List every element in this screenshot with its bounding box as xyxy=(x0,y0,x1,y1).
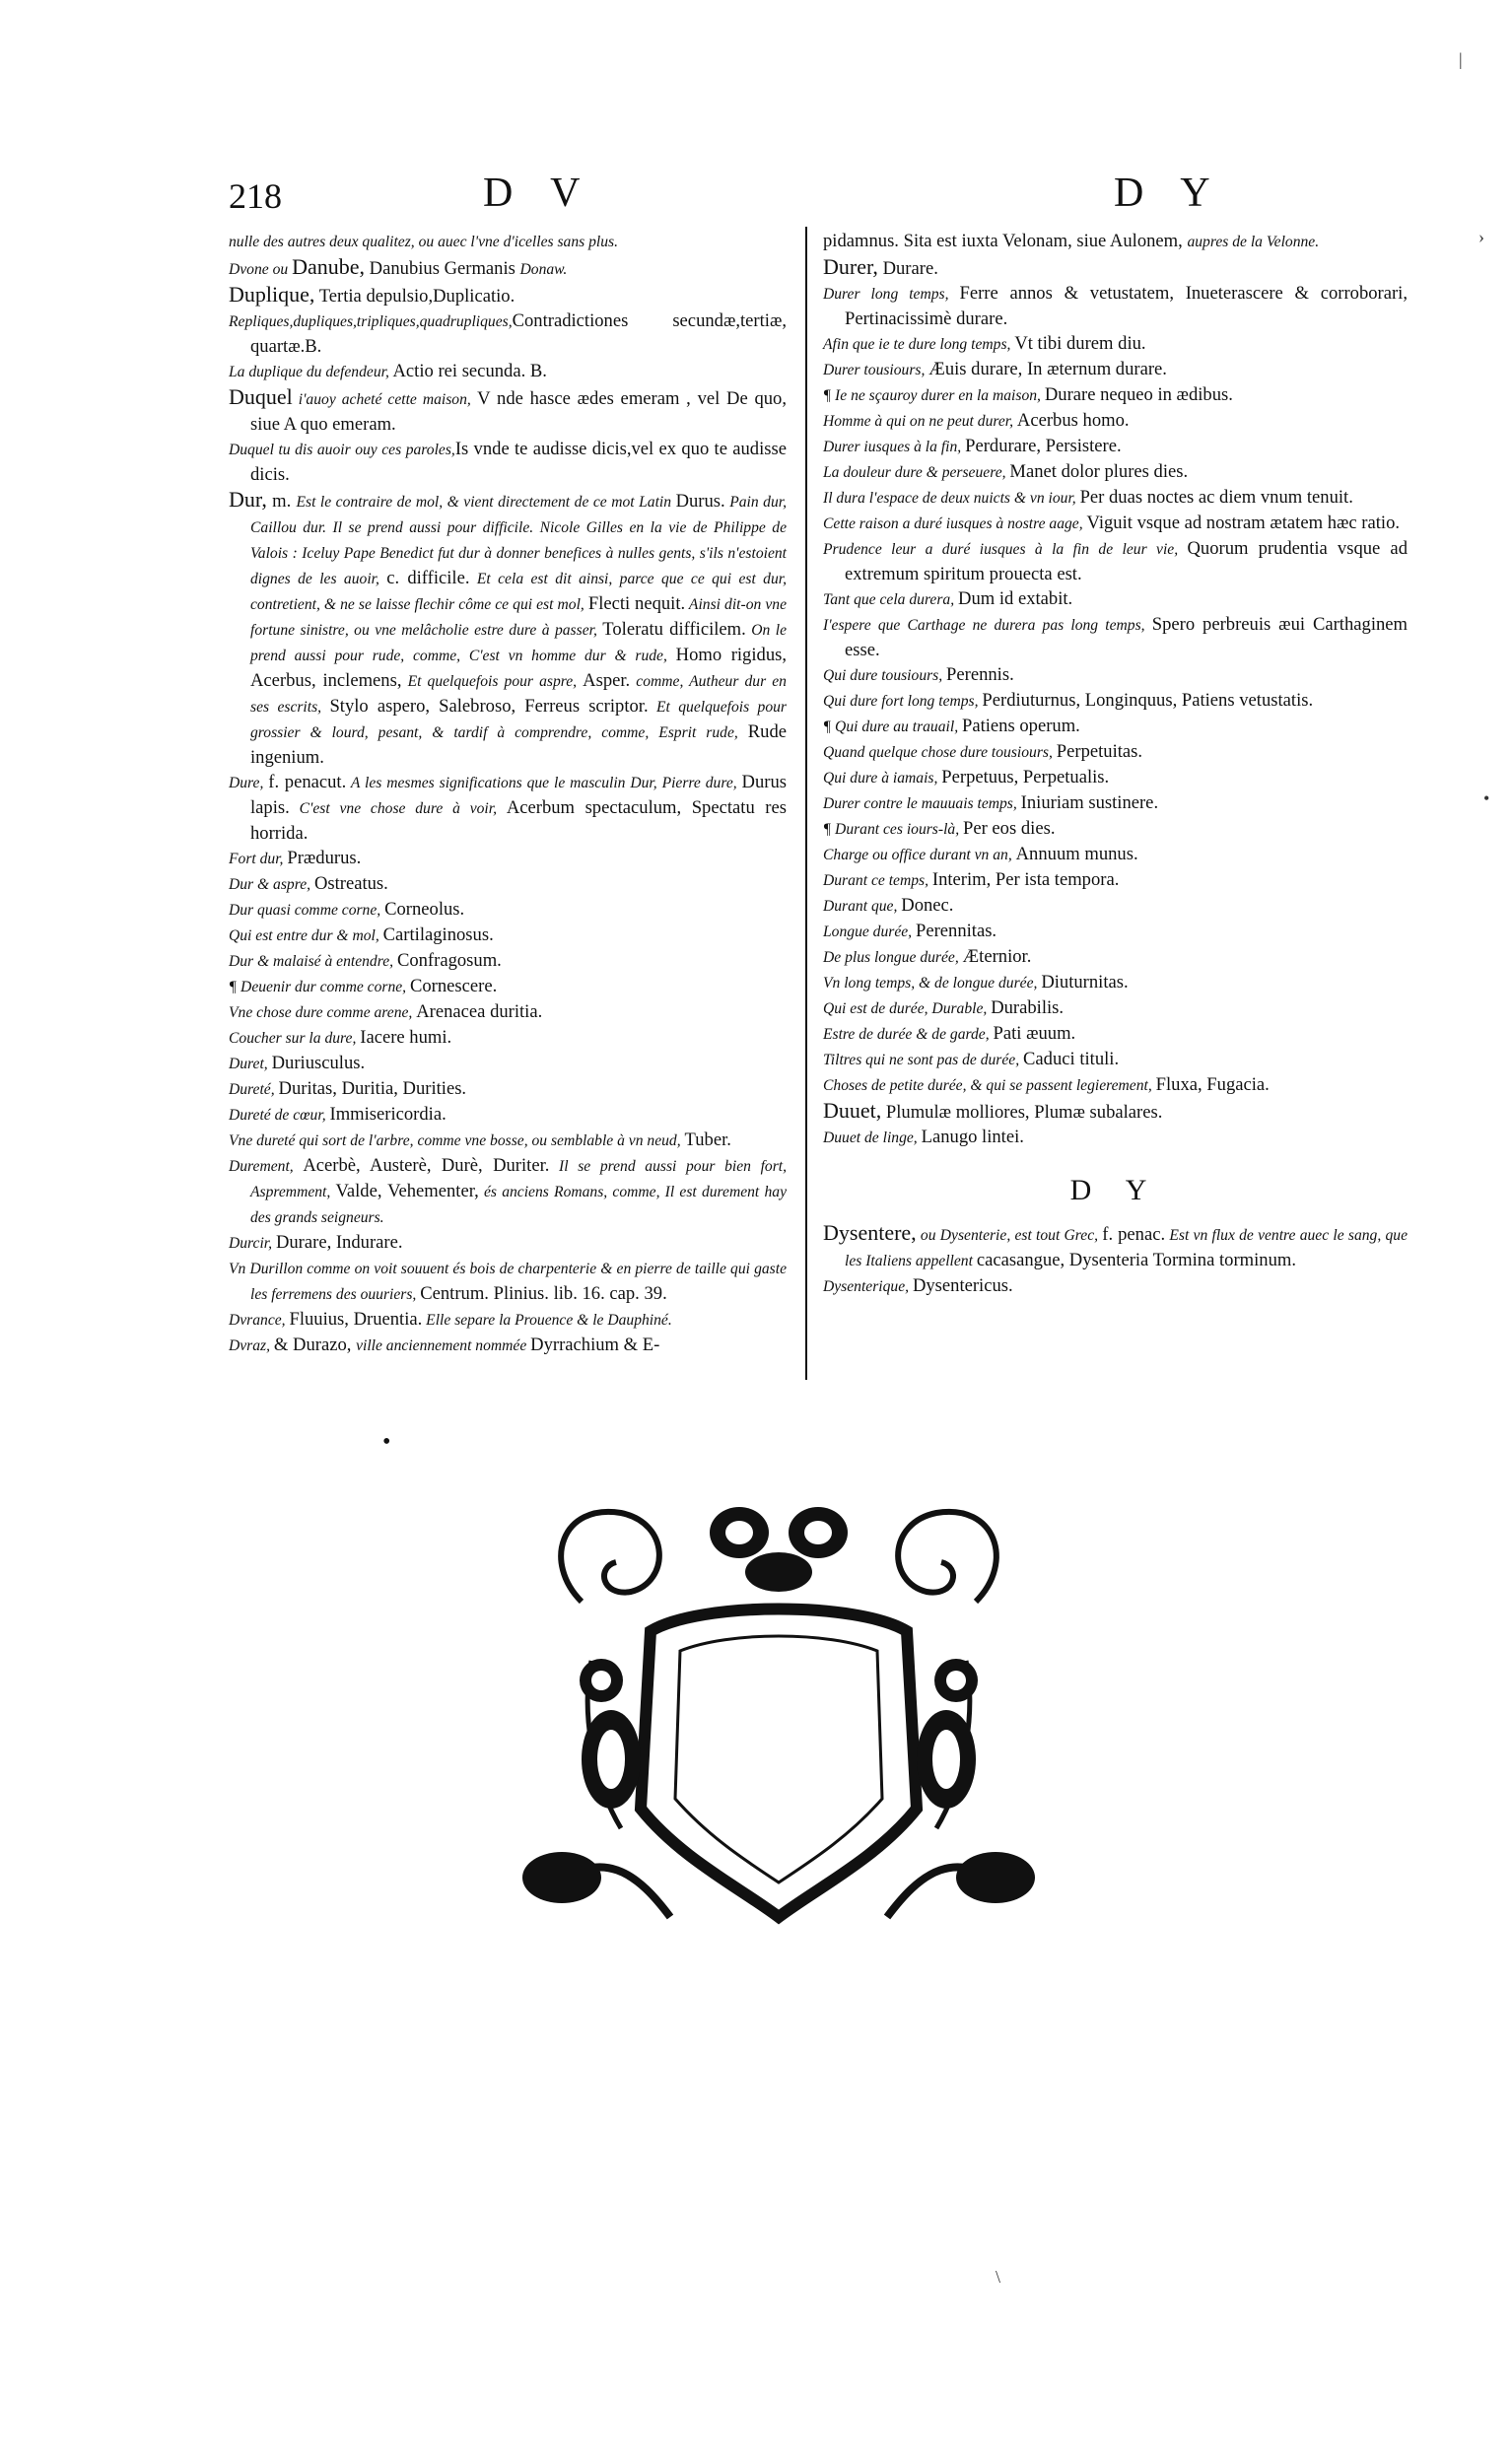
latin-equivalent: Homo rigidus, Acerbus, inclemens, xyxy=(250,645,787,691)
dictionary-entry xyxy=(229,846,787,871)
dictionary-entry xyxy=(229,282,787,308)
latin-equivalent: Cartilaginosus. xyxy=(382,924,494,945)
dictionary-entry xyxy=(229,359,787,384)
dictionary-entry xyxy=(229,384,787,437)
latin-equivalent: Perdiuturnus, Longinquus, Patiens vetustatis. xyxy=(982,690,1314,711)
dictionary-entry xyxy=(823,331,1408,357)
dictionary-entry xyxy=(229,1307,787,1333)
dictionary-entry xyxy=(823,790,1408,816)
french-gloss: Ainsi dit-on vne fortune sinistre, ou vne melâcholie estre dure à passer, xyxy=(250,596,787,639)
dictionary-entry xyxy=(823,714,1408,739)
french-gloss: Durcir, xyxy=(229,1235,276,1252)
latin-equivalent: Patiens operum. xyxy=(962,716,1080,736)
left-column xyxy=(229,229,787,1358)
dictionary-entry xyxy=(229,923,787,948)
ornament-dot: • xyxy=(382,1429,391,1455)
section-heading: D Y xyxy=(1069,1174,1161,1206)
dictionary-entry xyxy=(229,1230,787,1256)
french-gloss: Dure, xyxy=(229,775,269,791)
latin-equivalent: Asper. xyxy=(583,670,631,691)
latin-equivalent: Immisericordia. xyxy=(329,1104,447,1125)
latin-equivalent: m. xyxy=(266,491,297,512)
french-gloss: Dvrance, xyxy=(229,1312,290,1329)
latin-equivalent: Perpetuitas. xyxy=(1056,741,1143,762)
french-gloss: I'espere que Carthage ne durera pas long temps, xyxy=(823,617,1152,634)
dictionary-entry xyxy=(229,999,787,1025)
dictionary-entry xyxy=(229,254,787,282)
dictionary-entry xyxy=(823,357,1408,382)
french-gloss: Quand quelque chose dure tousiours, xyxy=(823,744,1057,761)
dictionary-entry xyxy=(229,1333,787,1358)
dictionary-entry xyxy=(823,1098,1408,1125)
latin-equivalent: pidamnus. Sita est iuxta Velonam, siue Aulonem, xyxy=(823,231,1188,251)
french-gloss: Tiltres qui ne sont pas de durée, xyxy=(823,1052,1023,1068)
french-gloss: ¶ Durant ces iours-là, xyxy=(823,821,963,838)
latin-equivalent: Durabilis. xyxy=(991,997,1065,1018)
french-gloss: Et cela est dit ainsi, parce que ce qui est dur, contretient, & ne se laisse flechir côme ce qui est mol, xyxy=(250,571,787,613)
latin-equivalent: Annuum munus. xyxy=(1015,844,1138,864)
latin-equivalent: f. penacut. xyxy=(268,772,347,792)
french-gloss: Duquel tu dis auoir ouy ces paroles, xyxy=(229,442,455,458)
latin-equivalent: Cornescere. xyxy=(409,976,498,996)
latin-equivalent: Viguit vsque ad nostram ætatem hæc ratio. xyxy=(1086,513,1401,533)
french-gloss: Qui est entre dur & mol, xyxy=(229,927,383,944)
french-gloss: Et quelquefois pour grossier & lourd, pesant, & tardif à comprendre, comme, Esprit rude, xyxy=(250,699,788,741)
french-gloss: Donaw. xyxy=(519,261,568,278)
french-gloss: aupres de la Velonne. xyxy=(1187,234,1320,250)
scan-mark: \ xyxy=(996,2267,1001,2287)
latin-equivalent: Fluxa, Fugacia. xyxy=(1155,1074,1270,1095)
french-gloss: Choses de petite durée, & qui se passent legierement, xyxy=(823,1077,1156,1094)
latin-equivalent: Per duas noctes ac diem vnum tenuit. xyxy=(1079,487,1353,508)
french-gloss: Cette raison a duré iusques à nostre aage, xyxy=(823,515,1087,532)
french-gloss: Coucher sur la dure, xyxy=(229,1030,361,1047)
french-gloss: Durement, xyxy=(229,1158,304,1175)
dictionary-entry xyxy=(823,893,1408,919)
scan-mark: • xyxy=(1483,788,1490,808)
french-gloss: Tant que cela durera, xyxy=(823,591,959,608)
latin-equivalent: Per eos dies. xyxy=(963,818,1056,839)
french-gloss: Duuet de linge, xyxy=(823,1129,922,1146)
french-gloss: Il se prend aussi pour bien fort, Aspremment, xyxy=(250,1158,788,1200)
latin-equivalent: Diuturnitas. xyxy=(1041,972,1129,992)
dictionary-entry xyxy=(229,871,787,897)
french-gloss: és anciens Romans, comme, Il est durement hay des grands seigneurs. xyxy=(250,1184,787,1226)
latin-equivalent: Confragosum. xyxy=(396,950,502,971)
dictionary-entry xyxy=(229,974,787,999)
latin-equivalent: Acerbus homo. xyxy=(1016,410,1130,431)
latin-equivalent: V nde hasce ædes emeram , vel De quo, siue A quo emeram. xyxy=(250,388,787,435)
latin-equivalent: Ostreatus. xyxy=(313,873,388,894)
latin-equivalent: Acerbè, Austerè, Durè, Duriter. xyxy=(303,1155,550,1176)
french-gloss: Dur & malaisé à entendre, xyxy=(229,953,397,970)
latin-equivalent: Prædurus. xyxy=(287,848,362,868)
latin-equivalent: Pati æuum. xyxy=(993,1023,1076,1044)
latin-equivalent: Dyrrachium & E- xyxy=(530,1335,660,1355)
latin-equivalent: Durare. xyxy=(877,258,938,279)
latin-equivalent: Iniuriam sustinere. xyxy=(1020,792,1159,813)
dictionary-entry xyxy=(823,919,1408,944)
dictionary-entry xyxy=(229,1076,787,1102)
french-gloss: Pain dur, Caillou dur. Il se prend aussi pour difficile. Nicole Gilles en la vie de Philippe de Valois : Iceluy Pape Benedict fut dur à donner benefices à nulles gents, s'ils n'estoient dignes de les auoir, xyxy=(250,494,787,587)
latin-equivalent: Quorum prudentia vsque ad extremum spiritum prouecta est. xyxy=(845,538,1408,584)
scan-mark: | xyxy=(1459,49,1463,69)
french-gloss: Dureté de cœur, xyxy=(229,1107,330,1124)
dictionary-entry xyxy=(823,586,1408,612)
right-column xyxy=(823,229,1408,1299)
latin-equivalent: Caduci tituli. xyxy=(1023,1049,1120,1069)
dictionary-entry xyxy=(823,816,1408,842)
latin-equivalent: Flecti nequit. xyxy=(587,593,686,614)
dictionary-entry xyxy=(823,1273,1408,1299)
latin-equivalent: Lanugo lintei. xyxy=(921,1127,1024,1147)
dictionary-entry xyxy=(823,511,1408,536)
latin-equivalent: & Durazo, xyxy=(273,1335,357,1355)
dictionary-entry xyxy=(229,1128,787,1153)
latin-equivalent: Donec. xyxy=(901,895,954,916)
running-head-left: D V xyxy=(483,171,594,216)
dictionary-entry xyxy=(823,995,1408,1021)
headword: Dysentere, xyxy=(823,1220,917,1245)
french-gloss: Durant ce temps, xyxy=(823,872,932,889)
french-gloss: Vne dureté qui sort de l'arbre, comme vne bosse, ou semblable à vn neud, xyxy=(229,1132,685,1149)
french-gloss: ¶ Deuenir dur comme corne, xyxy=(229,979,410,995)
latin-equivalent: Ferre annos & vetustatem, Inueterascere & corroborari, Pertinacissimè durare. xyxy=(845,283,1408,329)
dictionary-entry xyxy=(823,842,1408,867)
french-gloss: Durer iusques à la fin, xyxy=(823,439,966,455)
dictionary-entry xyxy=(823,612,1408,662)
dictionary-entry xyxy=(823,382,1408,408)
french-gloss: A les mesmes significations que le masculin Dur, Pierre dure, xyxy=(346,775,742,791)
latin-equivalent: Perpetuus, Perpetualis. xyxy=(941,767,1110,787)
french-gloss: Dur & aspre, xyxy=(229,876,314,893)
latin-equivalent: Actio rei secunda. B. xyxy=(388,361,547,381)
right-column-entries xyxy=(823,229,1408,1150)
french-gloss: C'est vne chose dure à voir, xyxy=(289,800,507,817)
dictionary-entry xyxy=(229,1025,787,1051)
latin-equivalent: Duritas, Duritia, Durities. xyxy=(278,1078,467,1099)
headword: Danube, xyxy=(292,254,366,279)
latin-equivalent: Corneolus. xyxy=(384,899,465,920)
dictionary-entry xyxy=(229,897,787,923)
dictionary-entry xyxy=(823,281,1408,331)
dictionary-entry xyxy=(229,229,787,254)
french-gloss: La duplique du defendeur, xyxy=(229,364,389,380)
dictionary-entry xyxy=(823,536,1408,586)
latin-equivalent: Plumulæ molliores, Plumæ subalares. xyxy=(881,1102,1163,1123)
dictionary-entry xyxy=(823,739,1408,765)
latin-equivalent: Perennis. xyxy=(946,664,1014,685)
french-gloss: Longue durée, xyxy=(823,924,916,940)
dictionary-entry xyxy=(229,487,787,770)
latin-equivalent: Danubius Germanis xyxy=(365,258,520,279)
french-gloss: Repliques,dupliques,tripliques,quadrupliques, xyxy=(229,313,513,330)
latin-equivalent: Rude ingenium. xyxy=(250,721,787,768)
dictionary-entry xyxy=(823,970,1408,995)
french-gloss: Dvraz, xyxy=(229,1337,274,1354)
dictionary-entry xyxy=(229,1153,787,1230)
latin-equivalent: Arenacea duritia. xyxy=(416,1001,543,1022)
french-gloss: Dysenterique, xyxy=(823,1278,913,1295)
french-gloss: Qui est de durée, Durable, xyxy=(823,1000,992,1017)
dictionary-entry xyxy=(823,1047,1408,1072)
french-gloss: On le prend aussi pour rude, comme, C'est vn homme dur & rude, xyxy=(250,622,787,664)
french-gloss: Il dura l'espace de deux nuicts & vn iour, xyxy=(823,490,1080,507)
dictionary-entry xyxy=(823,434,1408,459)
latin-equivalent: Is vnde te audisse dicis,vel ex quo te audisse dicis. xyxy=(250,439,787,485)
french-gloss: Qui dure à iamais, xyxy=(823,770,942,787)
french-gloss: ou Dysenterie, est tout Grec, xyxy=(916,1227,1103,1244)
french-gloss: nulle des autres deux qualitez, ou auec l'vne d'icelles sans plus. xyxy=(229,234,618,250)
ornamental-cartouche-woodcut xyxy=(522,1483,1035,1937)
french-gloss: Dur quasi comme corne, xyxy=(229,902,385,919)
french-gloss: Vn Durillon comme on voit souuent és bois de charpenterie & en pierre de taille qui gaste les ferremens des ouuriers, xyxy=(229,1261,787,1303)
latin-equivalent: Dysentericus. xyxy=(912,1275,1013,1296)
french-gloss: ¶ Ie ne sçauroy durer en la maison, xyxy=(823,387,1045,404)
latin-equivalent: c. difficile. xyxy=(386,568,470,588)
right-column-entries-after xyxy=(823,1220,1408,1299)
dictionary-entry xyxy=(823,688,1408,714)
latin-equivalent: Duriusculus. xyxy=(271,1053,366,1073)
latin-equivalent: Durare nequeo in ædibus. xyxy=(1044,384,1233,405)
latin-equivalent: Spero perbreuis æui Carthaginem esse. xyxy=(845,614,1408,660)
french-gloss: i'auoy acheté cette maison, xyxy=(292,391,471,408)
latin-equivalent: Durare, Indurare. xyxy=(275,1232,403,1253)
dictionary-entry xyxy=(823,229,1408,254)
latin-equivalent: Acerbum spectaculum, Spectatu res horrida. xyxy=(250,797,787,844)
french-gloss: Vn long temps, & de longue durée, xyxy=(823,975,1042,992)
dictionary-entry xyxy=(229,948,787,974)
dictionary-entry xyxy=(823,867,1408,893)
latin-equivalent: Æternior. xyxy=(962,946,1032,967)
dictionary-entry xyxy=(229,308,787,359)
french-gloss: Et quelquefois pour aspre, xyxy=(401,673,584,690)
dictionary-entry xyxy=(823,408,1408,434)
latin-equivalent: Interim, Per ista tempora. xyxy=(931,869,1120,890)
french-gloss: Estre de durée & de garde, xyxy=(823,1026,994,1043)
french-gloss: Est vn flux de ventre auec le sang, que les Italiens appellent xyxy=(845,1227,1408,1269)
latin-equivalent: Stylo aspero, Salebroso, Ferreus scriptor. xyxy=(329,696,649,717)
french-gloss: Afin que ie te dure long temps, xyxy=(823,336,1015,353)
french-gloss: Vne chose dure comme arene, xyxy=(229,1004,417,1021)
column-rule xyxy=(805,227,807,1380)
latin-equivalent: Centrum. Plinius. lib. 16. cap. 39. xyxy=(420,1283,667,1304)
latin-equivalent: Iacere humi. xyxy=(360,1027,452,1048)
french-gloss: Charge ou office durant vn an, xyxy=(823,847,1016,863)
latin-equivalent: Fluuius, Druentia. xyxy=(289,1309,423,1330)
headword: Durer, xyxy=(823,254,878,279)
scan-mark: › xyxy=(1478,227,1484,246)
page-number: 218 xyxy=(229,176,282,216)
french-gloss: Dureté, xyxy=(229,1081,279,1098)
latin-equivalent: Tertia depulsio,Duplicatio. xyxy=(314,286,515,307)
latin-equivalent: Tuber. xyxy=(684,1129,731,1150)
dictionary-entry xyxy=(229,770,787,846)
dictionary-entry xyxy=(229,1102,787,1128)
latin-equivalent: f. penac. xyxy=(1102,1224,1166,1245)
dictionary-entry xyxy=(823,1220,1408,1273)
french-gloss: Fort dur, xyxy=(229,851,288,867)
latin-equivalent: Valde, Vehementer, xyxy=(335,1181,479,1201)
french-gloss: Qui dure tousiours, xyxy=(823,667,947,684)
french-gloss: ¶ Qui dure au trauail, xyxy=(823,719,962,735)
dictionary-entry xyxy=(229,437,787,487)
headword: Duuet, xyxy=(823,1098,882,1123)
headword: Dur, xyxy=(229,487,267,512)
french-gloss: Homme à qui on ne peut durer, xyxy=(823,413,1017,430)
latin-equivalent: Vt tibi durem diu. xyxy=(1014,333,1146,354)
dictionary-entry xyxy=(229,1256,787,1307)
french-gloss: Elle separe la Prouence & le Dauphiné. xyxy=(422,1312,672,1329)
latin-equivalent: Perennitas. xyxy=(915,921,997,941)
latin-equivalent: Perdurare, Persistere. xyxy=(965,436,1122,456)
latin-equivalent: Manet dolor plures dies. xyxy=(1009,461,1189,482)
dictionary-entry xyxy=(823,459,1408,485)
french-gloss: Durer contre le mauuais temps, xyxy=(823,795,1021,812)
french-gloss: Durer tousiours, xyxy=(823,362,929,378)
french-gloss: Est le contraire de mol, & vient directement de ce mot Latin xyxy=(296,494,676,511)
latin-equivalent: Durus. xyxy=(675,491,725,512)
french-gloss: Qui dure fort long temps, xyxy=(823,693,983,710)
dictionary-entry xyxy=(823,485,1408,511)
latin-equivalent: cacasangue, Dysenteria Tormina torminum. xyxy=(976,1250,1296,1270)
french-gloss: De plus longue durée, xyxy=(823,949,963,966)
latin-equivalent: Æuis durare, In æternum durare. xyxy=(928,359,1167,379)
french-gloss: ville anciennement nommée xyxy=(356,1337,531,1354)
dictionary-entry xyxy=(823,1072,1408,1098)
running-head-right: D Y xyxy=(1114,171,1224,216)
dictionary-entry xyxy=(823,1125,1408,1150)
french-gloss: Duret, xyxy=(229,1056,272,1072)
dictionary-entry xyxy=(823,765,1408,790)
french-gloss: La douleur dure & perseuere, xyxy=(823,464,1010,481)
french-gloss: comme, Autheur dur en ses escrits, xyxy=(250,673,787,716)
latin-equivalent: Durus lapis. xyxy=(250,772,787,818)
dictionary-entry xyxy=(823,944,1408,970)
headword: Duquel xyxy=(229,384,293,409)
latin-equivalent: Contradictiones secundæ,tertiæ, quartæ.B. xyxy=(250,310,787,357)
latin-equivalent: Dum id extabit. xyxy=(958,588,1073,609)
headword: Duplique, xyxy=(229,282,315,307)
french-gloss: Durer long temps, xyxy=(823,286,960,303)
french-gloss: Dvone ou xyxy=(229,261,293,278)
dictionary-entry xyxy=(823,254,1408,281)
dictionary-entry xyxy=(229,1051,787,1076)
dictionary-entry xyxy=(823,1021,1408,1047)
french-gloss: Durant que, xyxy=(823,898,902,915)
latin-equivalent: Toleratu difficilem. xyxy=(602,619,746,640)
french-gloss: Prudence leur a duré iusques à la fin de leur vie, xyxy=(823,541,1188,558)
dictionary-entry xyxy=(823,662,1408,688)
